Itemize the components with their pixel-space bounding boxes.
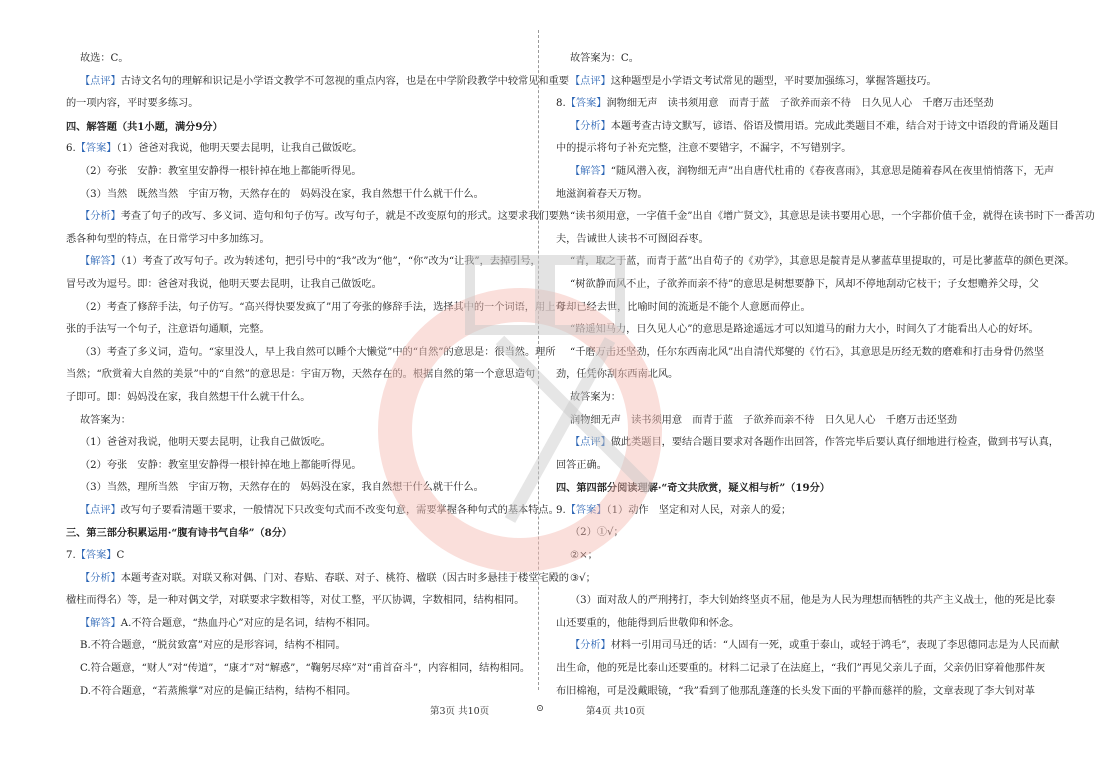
line-text: 做此类题目，要结合题目要求对各题作出回答，作答完毕后要认真仔细地进行检查，做到书写认真， <box>610 437 1059 449</box>
section-heading <box>66 522 546 545</box>
answer-tag: 【解答】 <box>80 617 121 629</box>
text-line <box>66 342 556 365</box>
answer-tag: 【答案】 <box>75 143 117 155</box>
text-line <box>66 410 546 433</box>
text-line <box>556 364 1036 387</box>
line-text: D.不符合题意，“若蒸熊掌”对应的是偏正结构，结构不相同。 <box>80 685 357 697</box>
answer-tag: 【点评】 <box>80 504 121 516</box>
line-text: 故答案为： <box>80 414 131 426</box>
text-line <box>66 658 546 681</box>
line-text: 润物细无声 读书须用意 而青于蓝 子欲养而亲不待 日久见人心 千磨万击还坚劲 <box>606 98 994 110</box>
answer-tag: 【点评】 <box>570 437 611 449</box>
line-text: （2）夸张 安静：教室里安静得一根针掉在地上都能听得见。 <box>80 165 362 177</box>
line-text: （3）当然 既然当然 宇宙万物，天然存在的 妈妈没在家，我自然想干什么就干什么。 <box>80 188 484 200</box>
line-text: 劲，任凭你刮东西南北风。 <box>556 369 679 381</box>
text-line <box>556 342 1044 365</box>
line-text: 子即可。即：妈妈没在家，我自然想干什么就干什么。 <box>66 391 311 403</box>
text-line <box>66 71 569 94</box>
text-line <box>556 71 1036 94</box>
right-column <box>556 48 1095 703</box>
text-line <box>66 545 546 568</box>
line-text: （2）考查了修辞手法，句子仿写。“高兴得快要发疯了”用了夸张的修辞手法，选择其中的一个词语，用上夸 <box>80 301 566 313</box>
text-line <box>66 613 546 636</box>
line-text: 润物细无声 读书须用意 而青于蓝 子欲养而亲不待 日久见人心 千磨万击还坚劲 <box>570 414 958 426</box>
text-line <box>556 229 1036 252</box>
line-text: 本题考查古诗文默写，谚语、俗语及惯用语。完成此类题目不难，结合对于诗文中语段的背诵及题目 <box>610 120 1059 132</box>
text-line <box>66 477 546 500</box>
text-line <box>556 297 1036 320</box>
text-line <box>66 432 546 455</box>
line-text: “千磨万击还坚劲，任尔东西南北风”出自清代郑燮的《竹石》，其意思是历经无数的磨难和打击身骨仍然坚 <box>570 346 1044 358</box>
text-line <box>556 138 1036 161</box>
line-text: 故答案为：C。 <box>570 53 639 64</box>
question-number: 7. <box>66 550 76 562</box>
line-text: （1）爸爸对我说，他明天要去昆明，让我自己做饭吃。 <box>80 437 331 449</box>
text-line <box>556 251 1075 274</box>
answer-tag: 【解答】 <box>570 165 611 177</box>
text-line <box>556 184 1036 207</box>
answer-tag: 【分析】 <box>570 120 611 132</box>
line-text: “路遥知马力，日久见人心”的意思是路途遥远才可以知道马的耐力大小，时间久了才能看出人心的好坏。 <box>570 324 1039 336</box>
line-text: 冒号改为逗号。即：爸爸对我说，他明天要去昆明，让我自己做饭吃。 <box>66 278 382 290</box>
text-line <box>66 455 546 478</box>
text-line <box>66 93 546 116</box>
text-line <box>556 432 1059 455</box>
line-text: ③√； <box>570 572 596 584</box>
text-line <box>556 116 1059 139</box>
line-text: 当然；“欣赏着大自然的美景”中的“自然”的意思是：宇宙万物，天然存在的。根据自然的第一个意思造句 <box>66 369 536 381</box>
line-text: 三、第三部分积累运用·“腹有诗书气自华”（8分） <box>66 527 293 540</box>
line-text: “读书须用意，一字值千金”出自《增广贤文》，其意思是读书要用心思，一个字都价值千金，就得在读书时下一番苦功 <box>570 211 1095 223</box>
text-line <box>556 500 1036 523</box>
line-text: （3）考查了多义词，造句。“家里没人，早上我自然可以睡个大懒觉”中的“自然”的意思是：很当然。理所 <box>80 346 556 358</box>
text-line <box>66 364 546 387</box>
page-number-left: 第3页 共10页 <box>430 706 490 717</box>
text-line <box>556 93 1036 116</box>
text-line <box>556 658 1046 681</box>
answer-tag: 【答案】 <box>75 550 117 562</box>
text-line <box>66 500 559 523</box>
section-heading <box>556 477 1036 500</box>
answer-tag: 【答案】 <box>565 504 607 516</box>
line-text: （2）①√； <box>570 527 624 539</box>
text-line <box>556 613 1036 636</box>
text-line <box>556 590 1056 613</box>
answer-tag: 【答案】 <box>565 98 607 110</box>
text-line <box>556 455 1036 478</box>
line-text: ②×； <box>570 550 598 562</box>
text-line <box>556 274 1039 297</box>
line-text: C <box>116 550 125 562</box>
text-line <box>556 635 1060 658</box>
line-text: A.不符合题意，“热血丹心”对应的是名词，结构不相同。 <box>120 617 377 629</box>
text-line <box>556 206 1095 229</box>
answer-tag: 【点评】 <box>80 75 121 87</box>
line-text: 布旧棉袍，可是没戴眼镜，“我”看到了他那乱蓬蓬的长头发下面的平静而慈祥的脸，文章表现了李大钊对革 <box>556 685 1036 697</box>
line-text: 的一项内容，平时要多练习。 <box>66 98 199 110</box>
text-line <box>556 48 1036 71</box>
page-number-right: 第4页 共10页 <box>586 706 646 717</box>
text-line <box>556 545 1036 568</box>
line-text: 地滋润着春天万物。 <box>556 188 648 200</box>
line-text: 故答案为： <box>570 391 621 403</box>
line-text: 古诗文名句的理解和识记是小学语文教学不可忽视的重点内容，也是在中学阶段教学中较常见和重要 <box>120 75 569 87</box>
text-line <box>66 297 566 320</box>
column-divider <box>538 30 539 690</box>
line-text: “随风潜入夜，润物细无声”出自唐代杜甫的《春夜喜雨》，其意思是随着春风在夜里悄悄落下，无声 <box>610 165 1055 177</box>
line-text: 张的手法写一个句子，注意语句通顺，完整。 <box>66 324 270 336</box>
answer-tag: 【分析】 <box>80 572 121 584</box>
line-text: 考查了句子的改写、多义词、造句和句子仿写。改写句子，就是不改变原句的形式。这要求我们要熟 <box>120 211 569 223</box>
answer-tag: 【点评】 <box>570 75 611 87</box>
line-text: 山还要重的，他能得到后世敬仰和怀念。 <box>556 617 740 629</box>
text-line <box>66 48 546 71</box>
question-number: 6. <box>66 143 76 155</box>
text-line <box>556 681 1036 704</box>
line-text: 回答正确。 <box>556 459 607 471</box>
text-line <box>66 229 546 252</box>
line-text: 出生命，他的死是比泰山还要重的。材料二记录了在法庭上，“我们”再见父亲儿子面，父亲仍旧穿着他那件灰 <box>556 663 1046 675</box>
text-line <box>556 522 1036 545</box>
text-line <box>66 568 569 591</box>
line-text: （1）考查了改写句子。改为转述句，把引号中的“我”改为“他”，“你”改为“让我”，去掉引号， <box>120 256 541 268</box>
line-text: 四、解答题（共1小题，满分9分） <box>66 120 223 133</box>
text-line <box>556 387 1036 410</box>
line-text: 中的提示将句子补充完整，注意不要错字，不漏字，不写错别字。 <box>556 143 852 155</box>
line-text: 改写句子要看清题干要求，一般情况下只改变句式而不改变句意，需要掌握各种句式的基本特点。 <box>120 504 559 516</box>
line-text: C.符合题意，“财人”对“传道”，“康才”对“解惑”，“鞠躬尽瘁”对“甫首奋斗”，内容相同，结构相同。 <box>80 663 531 675</box>
text-line <box>556 568 1036 591</box>
line-text: （3）面对敌人的严刑拷打，李大钊始终坚贞不屈，他是为人民为理想而牺牲的共产主义战士，他的死是比泰 <box>570 595 1056 607</box>
question-number: 9. <box>556 504 566 516</box>
text-line <box>66 161 546 184</box>
text-line <box>66 138 546 161</box>
line-text: （1）爸爸对我说，他明天要去昆明，让我自己做饭吃。 <box>116 143 363 155</box>
line-text: 四、第四部分阅读理解·“奇文共欣赏，疑义相与析”（19分） <box>556 482 830 495</box>
text-line <box>66 319 546 342</box>
text-line <box>556 161 1055 184</box>
section-heading <box>66 116 546 139</box>
line-text: 故选：C。 <box>80 53 129 64</box>
text-line <box>66 274 546 297</box>
answer-tag: 【分析】 <box>80 211 121 223</box>
text-line <box>66 184 546 207</box>
question-number: 8. <box>556 98 566 110</box>
page-center-mark: ⊙ <box>536 703 544 714</box>
line-text: （1）动作 坚定和对人民，对亲人的爱； <box>606 504 792 516</box>
line-text: B.不符合题意，“脱贫致富”对应的是形容词，结构不相同。 <box>80 640 346 652</box>
answer-tag: 【解答】 <box>80 256 121 268</box>
line-text: （3）当然，理所当然 宇宙万物，天然存在的 妈妈没在家，我自然想干什么就干什么。 <box>80 482 484 494</box>
text-line <box>556 319 1039 342</box>
answer-tag: 【分析】 <box>570 640 611 652</box>
text-line <box>66 590 546 613</box>
text-line <box>66 635 546 658</box>
line-text: 母却已经去世，比喻时间的流逝是不能个人意愿而停止。 <box>556 301 811 313</box>
line-text: 楹柱而得名）等，是一种对偶文学，对联要求字数相等，对仗工整，平仄协调，字数相同，结构相同。 <box>66 595 525 607</box>
line-text: 夫，告诫世人读书不可囫囵吞枣。 <box>556 233 709 245</box>
line-text: （2）夸张 安静：教室里安静得一根针掉在地上都能听得见。 <box>80 459 362 471</box>
left-column <box>66 48 569 703</box>
line-text: 材料一引用司马迁的话：“人固有一死，或重于泰山，或轻于鸿毛”，表现了李思德同志是为人民而献 <box>610 640 1060 652</box>
line-text: “树欲静而风不止，子欲养而亲不待”的意思是树想要静下，风却不停地刮动它枝干；子女想赡养父母，父 <box>570 278 1039 290</box>
line-text: 这种题型是小学语文考试常见的题型，平时要加强练习，掌握答题技巧。 <box>610 75 937 87</box>
text-line <box>66 206 569 229</box>
line-text: 悉各种句型的特点，在日常学习中多加练习。 <box>66 233 270 245</box>
text-line <box>556 410 1036 433</box>
text-line <box>66 387 546 410</box>
line-text: “青，取之于蓝，而青于蓝”出自荀子的《劝学》，其意思是靛青是从蓼蓝草里提取的，可是比蓼蓝草的颜色更深。 <box>570 256 1075 268</box>
line-text: 本题考查对联。对联又称对偶、门对、春贴、春联、对子、桃符、楹联（因古时多悬挂于楼堂宅殿的 <box>120 572 569 584</box>
text-line <box>66 681 546 704</box>
text-line <box>66 251 546 274</box>
